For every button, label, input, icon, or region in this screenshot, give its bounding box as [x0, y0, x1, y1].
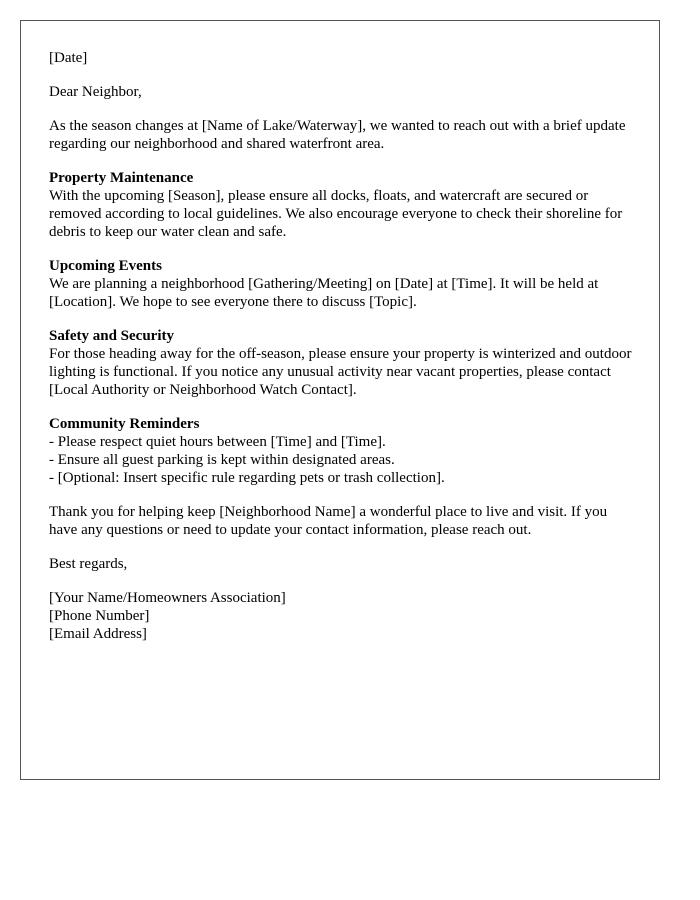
intro-paragraph: As the season changes at [Name of Lake/Waterway], we wanted to reach out with a brief update regarding our neighborhood and shared waterfront area.	[49, 118, 626, 152]
section-title: Community Reminders	[49, 416, 200, 432]
section-body: For those heading away for the off-season, please ensure your property is winterized and outdoor lighting is functional. If you notice any unusual activity near vacant properties, please contact [Local Authority or Neighborhood Watch Contact].	[49, 346, 632, 398]
signature-name: [Your Name/Homeowners Association]	[49, 590, 286, 606]
signature-block	[49, 589, 633, 643]
signature-email: [Email Address]	[49, 626, 147, 642]
reminder-item: - Please respect quiet hours between [Time] and [Time].	[49, 434, 386, 450]
section-title: Upcoming Events	[49, 258, 162, 274]
reminder-item: - Ensure all guest parking is kept within designated areas.	[49, 452, 395, 468]
section-title: Property Maintenance	[49, 170, 194, 186]
letter-page	[20, 20, 660, 780]
reminder-item: - [Optional: Insert specific rule regarding pets or trash collection].	[49, 470, 445, 486]
section-safety-security	[49, 327, 633, 399]
section-title: Safety and Security	[49, 328, 174, 344]
closing-paragraph: Thank you for helping keep [Neighborhood Name] a wonderful place to live and visit. If you have any questions or need to update your contact information, please reach out.	[49, 504, 608, 538]
section-body: With the upcoming [Season], please ensure all docks, floats, and watercraft are secured or removed according to local guidelines. We also encourage everyone to check their shoreline for debris to keep our water clean and safe.	[49, 188, 623, 240]
letter-date: [Date]	[49, 50, 88, 66]
sign-off: Best regards,	[49, 556, 128, 572]
signature-phone: [Phone Number]	[49, 608, 150, 624]
letter-body	[49, 49, 633, 643]
section-property-maintenance	[49, 169, 633, 241]
salutation: Dear Neighbor,	[49, 84, 142, 100]
section-body: We are planning a neighborhood [Gathering/Meeting] on [Date] at [Time]. It will be held at [Location]. We hope to see everyone there to discuss [Topic].	[49, 276, 599, 310]
section-community-reminders	[49, 415, 633, 487]
section-upcoming-events	[49, 257, 633, 311]
